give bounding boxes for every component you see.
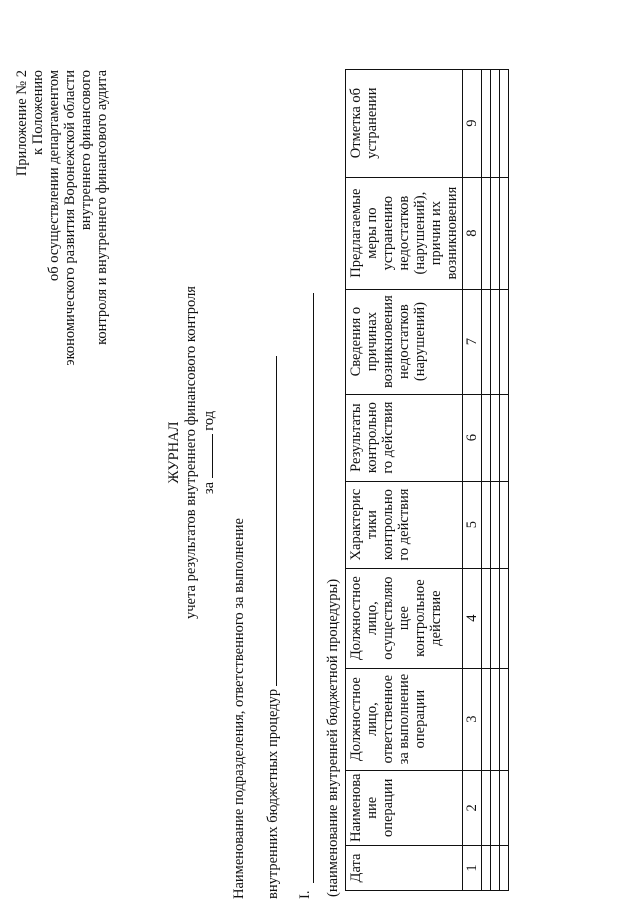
table-row <box>491 69 500 890</box>
procedure-name-row <box>296 259 314 899</box>
table-cell <box>491 69 500 177</box>
table-cell <box>491 668 500 770</box>
procedure-note: (наименование внутренней бюджетной процедуры) <box>325 578 341 897</box>
column-header: Наименова ние операции <box>346 770 463 845</box>
column-header: Характерис тики контрольно го действия <box>346 481 463 568</box>
column-header: Предлагаемые меры по устранению недостатков (нарушений), причин их возникновения <box>346 177 463 289</box>
journal-period <box>200 0 218 905</box>
column-header: Дата <box>346 846 463 891</box>
annex-line: экономического развития Воронежской области <box>62 70 78 366</box>
annex-line: внутреннего финансового <box>78 70 94 231</box>
table-cell <box>500 568 509 668</box>
annex-line: к Положению <box>30 70 46 155</box>
journal-heading: ЖУРНАЛ <box>166 421 182 484</box>
table-cell <box>482 394 491 481</box>
procedure-number: I. <box>297 890 313 899</box>
table-cell <box>491 394 500 481</box>
period-prefix: за <box>201 481 217 495</box>
procedure-label: внутренних бюджетных процедур <box>265 688 281 899</box>
table-cell <box>491 481 500 568</box>
table-cell <box>482 69 491 177</box>
table-cell <box>482 846 491 891</box>
table-cell <box>482 177 491 289</box>
table-cell <box>500 177 509 289</box>
table-cell <box>500 394 509 481</box>
journal-title <box>166 0 218 905</box>
procedure-label-row <box>262 259 282 899</box>
annex-line: об осуществлении департаментом <box>46 70 62 282</box>
column-number: 8 <box>463 177 482 289</box>
table-cell <box>482 481 491 568</box>
table-cell <box>482 289 491 394</box>
table-cell <box>500 846 509 891</box>
table-cell <box>500 69 509 177</box>
table-cell <box>500 289 509 394</box>
table-cell <box>491 568 500 668</box>
column-number: 5 <box>463 481 482 568</box>
procedure-name-blank <box>299 293 314 883</box>
table-cell <box>500 770 509 845</box>
table-cell <box>491 770 500 845</box>
journal-table <box>345 69 509 891</box>
column-header: Должностное лицо, осуществляю щее контрольное действие <box>346 568 463 668</box>
table-row <box>500 69 509 890</box>
column-number: 9 <box>463 69 482 177</box>
period-blank <box>200 434 213 478</box>
table-row <box>482 69 491 890</box>
table-cell <box>482 770 491 845</box>
procedure-blank <box>262 356 277 686</box>
column-number-row <box>463 69 482 890</box>
column-number: 2 <box>463 770 482 845</box>
department-label: Наименование подразделения, ответственного за выполнение <box>231 518 247 899</box>
table-cell <box>482 568 491 668</box>
column-header: Результаты контрольно го действия <box>346 394 463 481</box>
annex-line: контроля и внутреннего финансового аудита <box>94 70 110 345</box>
table-cell <box>491 177 500 289</box>
column-number: 1 <box>463 846 482 891</box>
procedure-block <box>230 259 342 899</box>
table-cell <box>491 289 500 394</box>
table-header-row <box>346 69 463 890</box>
table-cell <box>500 668 509 770</box>
column-header: Отметка об устранении <box>346 69 463 177</box>
period-suffix: год <box>201 410 217 431</box>
table-cell <box>482 668 491 770</box>
column-number: 4 <box>463 568 482 668</box>
table-cell <box>491 846 500 891</box>
column-number: 3 <box>463 668 482 770</box>
table-cell <box>500 481 509 568</box>
column-header: Должностное лицо, ответственное за выполнение операции <box>346 668 463 770</box>
journal-subheading: учета результатов внутреннего финансового контроля <box>183 286 199 619</box>
column-number: 6 <box>463 394 482 481</box>
column-number: 7 <box>463 289 482 394</box>
annex-line: Приложение № 2 <box>14 70 30 177</box>
column-header: Сведения о причинах возникновения недостатков (нарушений) <box>346 289 463 394</box>
annex-reference <box>14 70 110 366</box>
